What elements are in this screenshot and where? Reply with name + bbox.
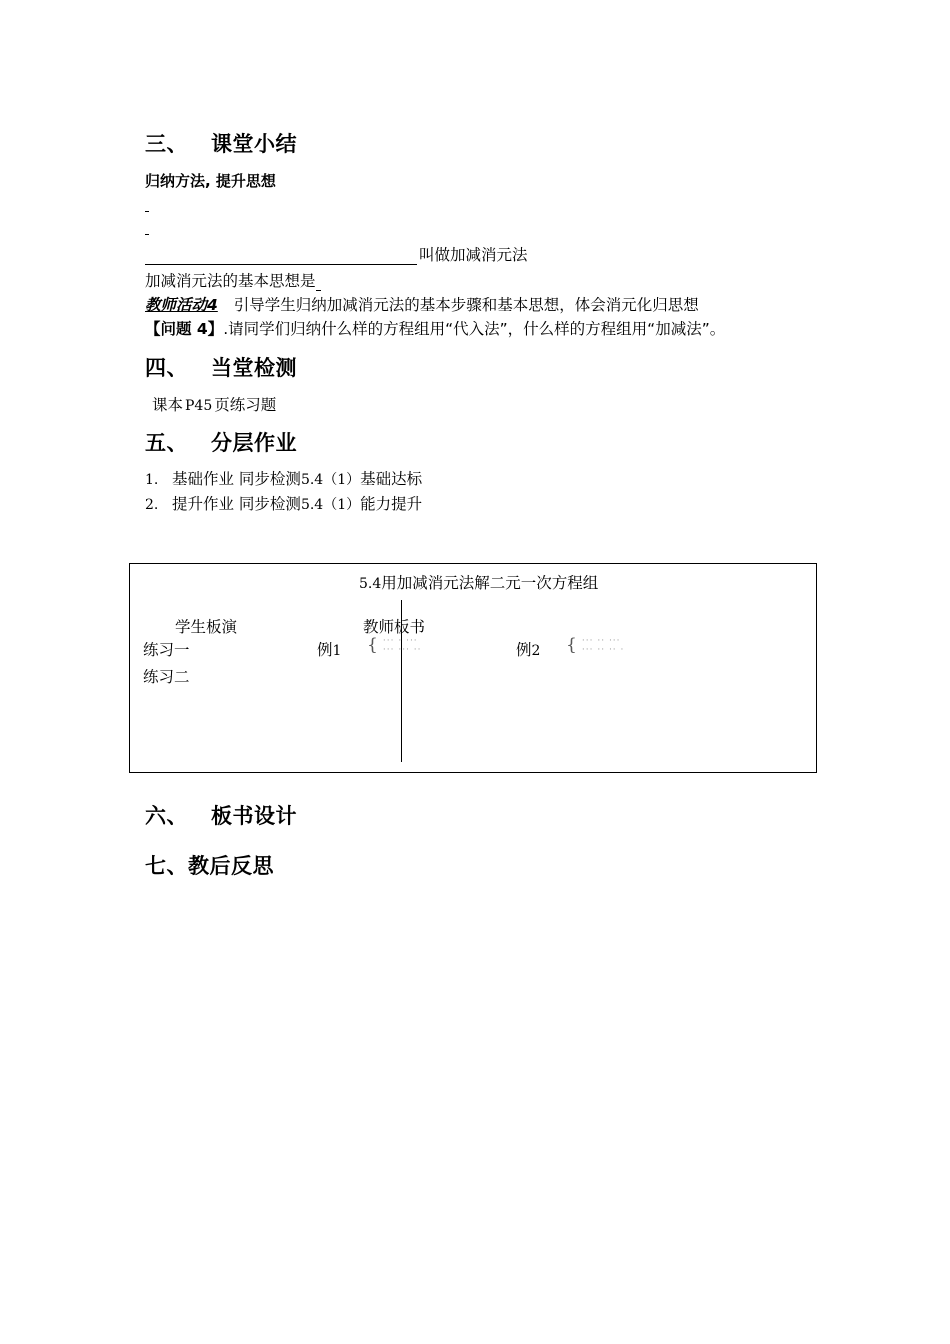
section4-heading <box>145 352 297 382</box>
teacher-activity-label: 教师活动4 <box>145 296 218 314</box>
blank-dash-2 <box>145 234 149 235</box>
brace-icon: { <box>367 635 378 655</box>
content-suffix: 页练习题 <box>214 396 277 414</box>
question-4-text: .请同学们归纳什么样的方程组用“代入法”，什么样的方程组用“加减法”。 <box>223 320 726 338</box>
example-1 <box>317 638 341 660</box>
definition-line <box>145 243 528 265</box>
section5-number: 五、 <box>145 431 188 455</box>
board-title <box>359 571 598 593</box>
blank-dash-1 <box>145 211 149 212</box>
section4-number: 四、 <box>145 356 188 380</box>
section3-heading <box>145 128 297 158</box>
basic-idea-blank[interactable] <box>316 276 321 291</box>
fill-in-blank[interactable] <box>145 249 417 265</box>
section5-title: 分层作业 <box>211 431 297 455</box>
section5-heading <box>145 427 297 457</box>
example-1-num: 1 <box>332 643 342 659</box>
homework-item <box>145 492 422 514</box>
teacher-activity <box>145 293 699 315</box>
section7-heading: 七、教后反思 <box>145 854 274 878</box>
faded-equation-icon: ··· · ··· ··· ··· ·· <box>382 635 422 655</box>
question-4 <box>145 317 725 339</box>
homework-label: 基础作业 同步检测 <box>172 470 301 488</box>
homework-item <box>145 467 422 489</box>
example-1-label: 例 <box>317 641 333 659</box>
content-prefix: 课本 <box>152 396 184 414</box>
teacher-header: 教师板书 <box>363 618 426 636</box>
section3-subtitle: 归纳方法, 提升思想 <box>145 172 276 190</box>
student-header: 学生板演 <box>175 618 238 636</box>
faded-equation-icon: ··· ·· ··· ··· ·· ·· · <box>581 635 625 655</box>
teacher-activity-text: 引导学生归纳加减消元法的基本步骤和基本思想，体会消元化归思想 <box>233 296 699 314</box>
board-title-text: 用加减消元法解二元一次方程组 <box>381 574 599 592</box>
question-4-label: 【问题 4】 <box>145 320 224 338</box>
example-2-label: 例 <box>516 641 532 659</box>
section3-number: 三、 <box>145 132 188 156</box>
example-2-num: 2 <box>531 643 541 659</box>
homework-code: 5.4（1） <box>300 497 361 513</box>
brace-icon: { <box>566 635 577 655</box>
board-design-box <box>129 563 817 773</box>
basic-idea-text: 加减消元法的基本思想是 <box>145 272 316 290</box>
section6-title: 板书设计 <box>211 804 297 828</box>
board-title-code: 5.4 <box>359 576 382 592</box>
homework-index: 1. <box>145 472 159 488</box>
section4-content <box>152 393 276 415</box>
definition-suffix: 叫做加减消元法 <box>419 246 528 264</box>
homework-index: 2. <box>145 497 159 513</box>
content-page: P45 <box>185 398 213 414</box>
practice-one: 练习一 <box>143 641 190 659</box>
practice-two: 练习二 <box>143 668 190 686</box>
section4-title: 当堂检测 <box>211 356 297 380</box>
example-2-equations <box>566 635 624 655</box>
homework-code: 5.4（1） <box>300 472 361 488</box>
homework-suffix: 能力提升 <box>360 495 423 513</box>
section6-number: 六、 <box>145 804 188 828</box>
example-1-equations <box>367 635 422 655</box>
section3-title: 课堂小结 <box>211 132 297 156</box>
section6-heading <box>145 800 297 830</box>
homework-suffix: 基础达标 <box>360 470 423 488</box>
example-2 <box>516 638 540 660</box>
homework-label: 提升作业 同步检测 <box>172 495 301 513</box>
basic-idea-line <box>145 269 321 291</box>
